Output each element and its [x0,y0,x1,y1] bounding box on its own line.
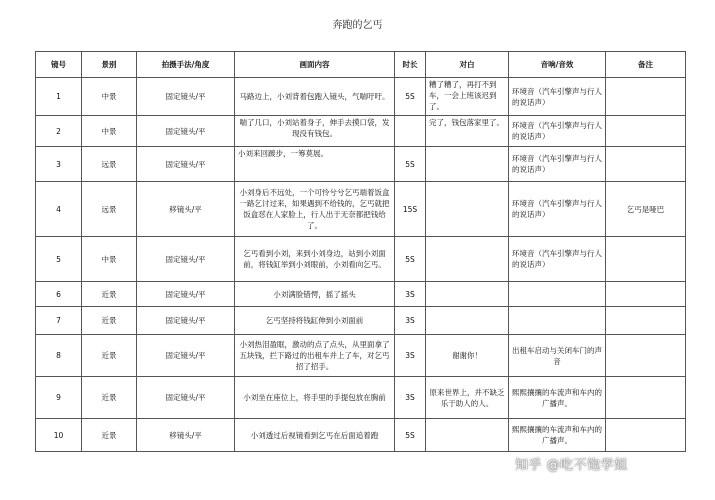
camera-method: 固定镜头/平 [137,78,235,116]
dialogue [426,282,509,307]
duration [395,116,426,147]
shot-size: 近景 [82,282,137,307]
dialogue: 糟了糟了，再打不到车，一会上班该迟到了。 [426,78,509,116]
table-row [36,307,686,335]
shot-number: 3 [36,147,82,182]
note [606,116,686,147]
shot-number: 9 [36,377,82,419]
header-dialogue: 对白 [426,52,509,78]
shot-number: 2 [36,116,82,147]
shot-size: 近景 [82,335,137,377]
header-shot-number: 镜号 [36,52,82,78]
camera-method: 固定镜头/平 [137,307,235,335]
dialogue [426,147,509,182]
camera-method: 移镜头/平 [137,182,235,237]
dialogue [426,307,509,335]
shot-number: 4 [36,182,82,237]
scene-content: 小刘透过后视镜看到乞丐在后面追着跑 [235,419,395,452]
note [606,282,686,307]
header-note: 备注 [606,52,686,78]
shot-number: 6 [36,282,82,307]
camera-method: 固定镜头/平 [137,147,235,182]
duration: 5S [395,147,426,182]
duration: 3S [395,377,426,419]
duration: 5S [395,78,426,116]
note: 乞丐是哑巴 [606,182,686,237]
sound-effects: 环境音（汽车引擎声与行人的说话声） [509,78,606,116]
dialogue [426,182,509,237]
table-row [36,282,686,307]
note [606,377,686,419]
storyboard-table [35,51,686,452]
table-row [36,78,686,116]
table-row [36,237,686,282]
header-shot-size: 景别 [82,52,137,78]
table-row [36,182,686,237]
dialogue [426,237,509,282]
shot-size: 中景 [82,78,137,116]
shot-size: 近景 [82,377,137,419]
table-row [36,147,686,182]
camera-method: 固定镜头/平 [137,237,235,282]
scene-content: 喘了几口，小刘站着身子，伸手去摸口袋，发现没有钱包。 [235,116,395,147]
table-header-row [36,52,686,78]
shot-size: 中景 [82,237,137,282]
scene-content: 乞丐坚持将钱缸伸到小刘面前 [235,307,395,335]
dialogue [426,419,509,452]
duration: 5S [395,419,426,452]
shot-number: 10 [36,419,82,452]
note [606,335,686,377]
header-duration: 时长 [395,52,426,78]
camera-method: 固定镜头/平 [137,282,235,307]
shot-number: 5 [36,237,82,282]
camera-method: 移镜头/平 [137,419,235,452]
duration: 3S [395,335,426,377]
shot-number: 8 [36,335,82,377]
header-content: 画面内容 [235,52,395,78]
sound-effects: 环境音（汽车引擎声与行人的说话声） [509,147,606,182]
scene-content: 小刘满脸错愕，摇了摇头 [235,282,395,307]
duration: 3S [395,282,426,307]
shot-number: 7 [36,307,82,335]
shot-size: 远景 [82,147,137,182]
camera-method: 固定镜头/平 [137,377,235,419]
shot-size: 中景 [82,116,137,147]
note [606,147,686,182]
note [606,78,686,116]
camera-method: 固定镜头/平 [137,116,235,147]
scene-content: 小刘身后不远处，一个可怜兮兮乞丐端着饭盒一路乞讨过来，如果遇到不给钱的，乞丐就把饭盒怼在人家脸上，行人出于无奈都把钱给了。 [235,182,395,237]
camera-method: 固定镜头/平 [137,335,235,377]
scene-content: 马路边上，小刘背着包跑入镜头，气喘吁吁。 [235,78,395,116]
scene-content: 小刘来回踱步，一筹莫展。 [235,147,395,182]
scene-content: 小刘坐在座位上，将手里的手提包放在胸前 [235,377,395,419]
note [606,237,686,282]
scene-content: 乞丐看到小刘，来到小刘身边，站到小刘面前，将钱缸举到小刘眼前，小刘看向乞丐。 [235,237,395,282]
shot-number: 1 [36,78,82,116]
table-row [36,419,686,452]
sound-effects: 出租车启动与关闭车门的声音 [509,335,606,377]
sound-effects [509,282,606,307]
note [606,307,686,335]
dialogue: 谢谢你！ [426,335,509,377]
shot-size: 远景 [82,182,137,237]
sound-effects: 环境音（汽车引擎声与行人的说话声） [509,237,606,282]
duration: 3S [395,307,426,335]
sound-effects: 环境音（汽车引擎声与行人的说话声） [509,182,606,237]
sound-effects: 熙熙攘攘的车流声和车内的广播声。 [509,419,606,452]
table-row [36,377,686,419]
zhihu-watermark: 知乎 @吃不饱学姐 [515,458,628,473]
sound-effects: 熙熙攘攘的车流声和车内的广播声。 [509,377,606,419]
note [606,419,686,452]
header-sound: 音响/音效 [509,52,606,78]
shot-size: 近景 [82,307,137,335]
sound-effects [509,307,606,335]
document-title: 奔跑的乞丐 [332,20,383,31]
duration: 5S [395,237,426,282]
duration: 15S [395,182,426,237]
table-row [36,116,686,147]
sound-effects: 环境音（汽车引擎声与行人的说话声） [509,116,606,147]
dialogue: 原来世界上，并不缺乏乐于助人的人。 [426,377,509,419]
header-camera-method: 拍摄手法/角度 [137,52,235,78]
table-row [36,335,686,377]
dialogue: 完了，钱包落家里了。 [426,116,509,147]
shot-size: 近景 [82,419,137,452]
scene-content: 小刘热泪盈眶，激动的点了点头，从里面拿了五块钱，拦下路过的出租车并上了车，对乞丐招了招手。 [235,335,395,377]
